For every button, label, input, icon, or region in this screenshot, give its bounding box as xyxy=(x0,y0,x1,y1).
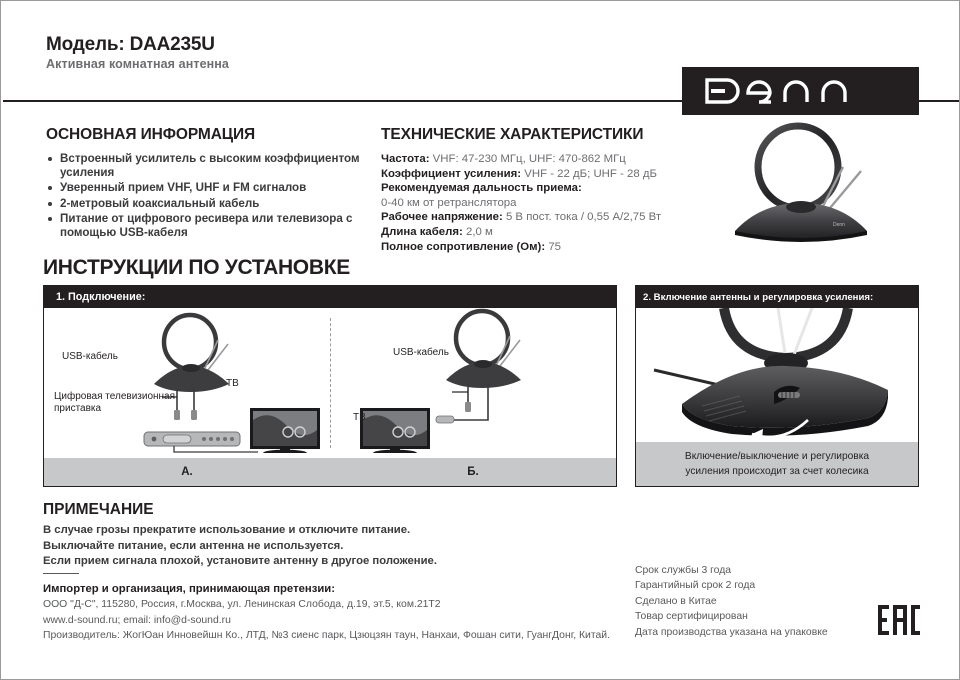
spec-key: Коэффициент усиления: xyxy=(381,167,522,180)
denn-logo-icon xyxy=(701,74,901,108)
note-line: Выключайте питание, если антенна не используется. xyxy=(43,539,344,552)
footer-info xyxy=(635,563,865,640)
spec-key: Длина кабеля: xyxy=(381,225,463,238)
manufacturer-line: Производитель: ЖогЮан Инновейшн Ко., ЛТД, №3 сиенс парк, Цзюцзян таун, Нанхаи, Фошан сити, ГуангДонг, Китай. xyxy=(43,630,610,641)
diagram-b xyxy=(332,308,616,453)
basic-info-heading: ОСНОВНАЯ ИНФОРМАЦИЯ xyxy=(46,126,256,143)
panel-2-title: 2. Включение антенны и регулировка усиления: xyxy=(636,286,918,308)
spec-row xyxy=(381,167,681,182)
spec-row xyxy=(381,240,681,255)
footer-line: Товар сертифицирован xyxy=(635,611,748,623)
caption-a: А. xyxy=(181,466,193,478)
diagram-gain-wheel xyxy=(636,308,918,443)
spec-key: Рекомендуемая дальность приема: xyxy=(381,182,582,195)
importer-contacts: www.d-sound.ru; email: info@d-sound.ru xyxy=(43,614,231,626)
list-item: Встроенный усилитель с высоким коэффициентом усиления xyxy=(46,152,376,180)
install-panel-connection xyxy=(43,285,617,487)
tech-specs-heading: ТЕХНИЧЕСКИЕ ХАРАКТЕРИСТИКИ xyxy=(381,126,644,143)
note-line: Если прием сигнала плохой, установите антенну в другое положение. xyxy=(43,555,437,567)
label-tv-b: ТВ xyxy=(353,412,366,423)
list-item: Уверенный прием VHF, UHF и FM сигналов xyxy=(46,181,376,195)
importer-section xyxy=(43,581,633,644)
page-subtitle: Активная комнатная антенна xyxy=(46,57,229,71)
footer-line: Гарантийный срок 2 года xyxy=(635,580,756,592)
spec-value: VHF - 22 дБ; UHF - 28 дБ xyxy=(524,167,657,180)
spec-value: 2,0 м xyxy=(466,225,493,238)
note-heading: ПРИМЕЧАНИЕ xyxy=(43,501,154,518)
label-set-top-box-line1: Цифровая телевизионная xyxy=(54,391,176,402)
panel-1-body xyxy=(44,308,616,486)
note-line: В случае грозы прекратите использование и отключите питание. xyxy=(43,524,411,536)
spec-row xyxy=(381,210,681,225)
spec-key: Полное сопротивление (Ом): xyxy=(381,240,546,253)
caption-b: Б. xyxy=(467,466,479,478)
importer-heading: Импортер и организация, принимающая претензии: xyxy=(43,583,335,595)
panel-1-title: 1. Подключение: xyxy=(44,286,616,308)
panel-2-body xyxy=(636,308,918,486)
list-item: Питание от цифрового ресивера или телевизора с помощью USB-кабеля xyxy=(46,212,376,240)
label-usb-cable-a: USB-кабель xyxy=(62,351,118,362)
panel-2-caption-line1: Включение/выключение и регулировка xyxy=(684,451,870,462)
panel-divider xyxy=(330,318,331,448)
spec-key: Частота: xyxy=(381,153,430,165)
importer-address: ООО "Д-С", 115280, Россия, г.Москва, ул. Ленинская Слобода, д.19, эт.5, ком.21Т2 xyxy=(43,599,441,610)
product-photo xyxy=(701,119,901,249)
svg-text:Denn: Denn xyxy=(833,222,845,228)
spec-value: VHF: 47-230 МГц, UHF: 470-862 МГц xyxy=(432,153,626,165)
label-tv-a: ТВ xyxy=(226,378,239,389)
eac-mark-icon xyxy=(877,603,921,637)
spec-row xyxy=(381,181,681,196)
footer-line: Дата производства указана на упаковке xyxy=(635,626,828,638)
diagram-a xyxy=(44,308,330,453)
install-panel-power-gain xyxy=(635,285,919,487)
note-body xyxy=(43,523,583,570)
spec-row xyxy=(381,225,681,240)
denn-logo xyxy=(682,67,919,115)
tech-specs-section xyxy=(381,126,681,254)
panel-2-caption-line2: усиления происходит за счет колесика xyxy=(685,466,869,477)
panel-1-captions xyxy=(44,458,616,486)
footer-line: Сделано в Китае xyxy=(635,595,717,607)
page-header xyxy=(1,1,960,113)
spec-range-note: 0-40 км от ретранслятора xyxy=(381,196,517,209)
note-divider xyxy=(43,573,79,574)
spec-row xyxy=(381,152,681,167)
footer-line: Срок службы 3 года xyxy=(635,565,732,576)
list-item: 2-метровый коаксиальный кабель xyxy=(46,197,376,211)
page-title: Модель: DAA235U xyxy=(46,34,215,55)
install-heading: ИНСТРУКЦИИ ПО УСТАНОВКЕ xyxy=(43,256,350,279)
spec-value: 5 В пост. тока / 0,55 А/2,75 Вт xyxy=(505,211,662,224)
label-usb-cable-b: USB-кабель xyxy=(393,347,449,358)
spec-value: 75 xyxy=(548,240,561,253)
panel-2-caption xyxy=(636,442,918,486)
basic-info-section xyxy=(46,126,376,241)
spec-key: Рабочее напряжение: xyxy=(381,211,503,224)
label-set-top-box-line2: приставка xyxy=(54,403,102,414)
basic-info-list xyxy=(46,152,376,240)
